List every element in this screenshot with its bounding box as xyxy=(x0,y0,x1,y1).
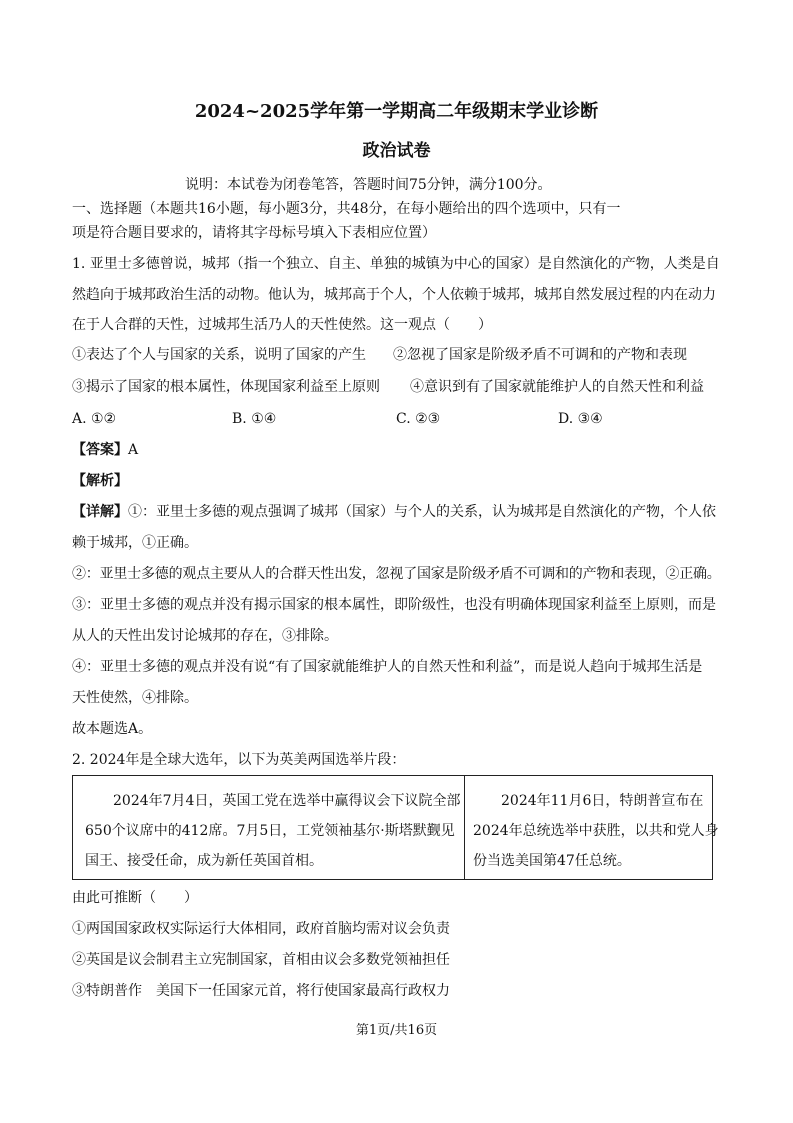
q1-stem-line-3: 在于人合群的天性，过城邦生活乃人的天性使然。这一观点（ ） xyxy=(72,317,492,333)
exam-subject: 政治试卷 xyxy=(362,141,431,161)
q2-election-table xyxy=(72,775,719,880)
q1-detail-2: ②：亚里士多德的观点主要从人的合群天性出发，忽视了国家是阶级矛盾不可调和的产物和表现，②正确。 xyxy=(72,566,721,582)
table-cell-uk xyxy=(73,776,465,879)
q1-stem-line-2: 然趋向于城邦政治生活的动物。他认为，城邦高于个人，个人依赖于城邦，城邦自然发展过程的内在动力 xyxy=(72,287,716,303)
q1-option-d: D. ③④ xyxy=(558,411,603,427)
q1-detail-3-line-1: ③：亚里士多德的观点并没有揭示国家的根本属性，即阶级性，也没有明确体现国家利益至上原则，而是 xyxy=(72,597,716,613)
q1-analysis-heading xyxy=(72,471,728,491)
q1-conclusion: 故本题选A。 xyxy=(72,721,153,737)
q2-statement-3: ③特朗普作 美国下一任国家元首，将行使国家最高行政权力 xyxy=(72,983,450,999)
table-cell-us xyxy=(465,776,719,889)
q1-detail-4-line-2: 天性使然，④排除。 xyxy=(72,690,198,706)
exam-title: 2024~2025学年第一学期高二年级期末学业诊断 xyxy=(194,101,599,122)
q2-stem: 2. 2024年是全球大选年，以下为英美两国选举片段： xyxy=(72,752,406,768)
uk-line-3: 国王、接受任命，成为新任英国首相。 xyxy=(85,853,323,869)
q1-stem-line-1: 1. 亚里士多德曾说，城邦（指一个独立、自主、单独的城镇为中心的国家）是自然演化的产物，人类是自 xyxy=(72,256,720,272)
q1-option-b: B. ①④ xyxy=(232,411,277,427)
q1-detail-1-line-2: 赖于城邦，①正确。 xyxy=(72,535,198,551)
detail-tag: 【详解】 xyxy=(72,504,128,520)
us-line-1: 2024年11月6日，特朗普宣布在 xyxy=(473,793,704,809)
q1-option-c: C. ②③ xyxy=(396,411,441,427)
section-intro-line-2: 项是符合题目要求的，请将其字母标号填入下表相应位置） xyxy=(72,225,436,241)
q2-statement-1: ①两国国家政权实际运行大体相同，政府首脑均需对议会负责 xyxy=(72,921,450,937)
q1-detail-1-text: ①：亚里士多德的观点强调了城邦（国家）与个人的关系，认为城邦是自然演化的产物，个人依 xyxy=(128,504,716,520)
q1-statement-1: ①表达了个人与国家的关系，说明了国家的产生 xyxy=(72,347,366,363)
page-number: 第1页/共16页 xyxy=(355,1023,438,1038)
q1-statement-4: ④意识到有了国家就能维护人的自然天性和利益 xyxy=(410,379,704,395)
answer-value: A xyxy=(128,442,139,458)
q1-statement-2: ②忽视了国家是阶级矛盾不可调和的产物和表现 xyxy=(393,347,687,363)
analysis-tag: 【解析】 xyxy=(72,473,128,489)
q1-statement-3: ③揭示了国家的根本属性，体现国家利益至上原则 xyxy=(72,379,380,395)
q2-question: 由此可推断（ ） xyxy=(72,890,198,906)
uk-line-1: 2024年7月4日，英国工党在选举中赢得议会下议院全部 xyxy=(85,793,461,809)
q1-answer xyxy=(72,440,728,460)
us-line-2: 2024年总统选举中获胜，以共和党人身 xyxy=(473,823,719,839)
answer-tag: 【答案】 xyxy=(72,442,128,458)
q2-statement-2: ②英国是议会制君主立宪制国家，首相由议会多数党领袖担任 xyxy=(72,952,450,968)
section-intro-line-1: 一、选择题（本题共16小题，每小题3分，共48分，在每小题给出的四个选项中，只有一 xyxy=(72,201,621,217)
q1-detail-3-line-2: 从人的天性出发讨论城邦的存在，③排除。 xyxy=(72,628,338,644)
q1-detail-1-line-1 xyxy=(72,502,728,522)
q1-option-a: A. ①② xyxy=(72,411,117,427)
uk-line-2: 650个议席中的412席。7月5日，工党领袖基尔·斯塔默觐见 xyxy=(85,823,455,839)
us-line-3: 份当选美国第47任总统。 xyxy=(473,853,631,869)
q1-detail-4-line-1: ④：亚里士多德的观点并没有说“有了国家就能维护人的自然天性和利益”，而是说人趋向于城邦生活是 xyxy=(72,659,703,675)
exam-instructions: 说明：本试卷为闭卷笔答，答题时间75分钟，满分100分。 xyxy=(185,177,552,193)
